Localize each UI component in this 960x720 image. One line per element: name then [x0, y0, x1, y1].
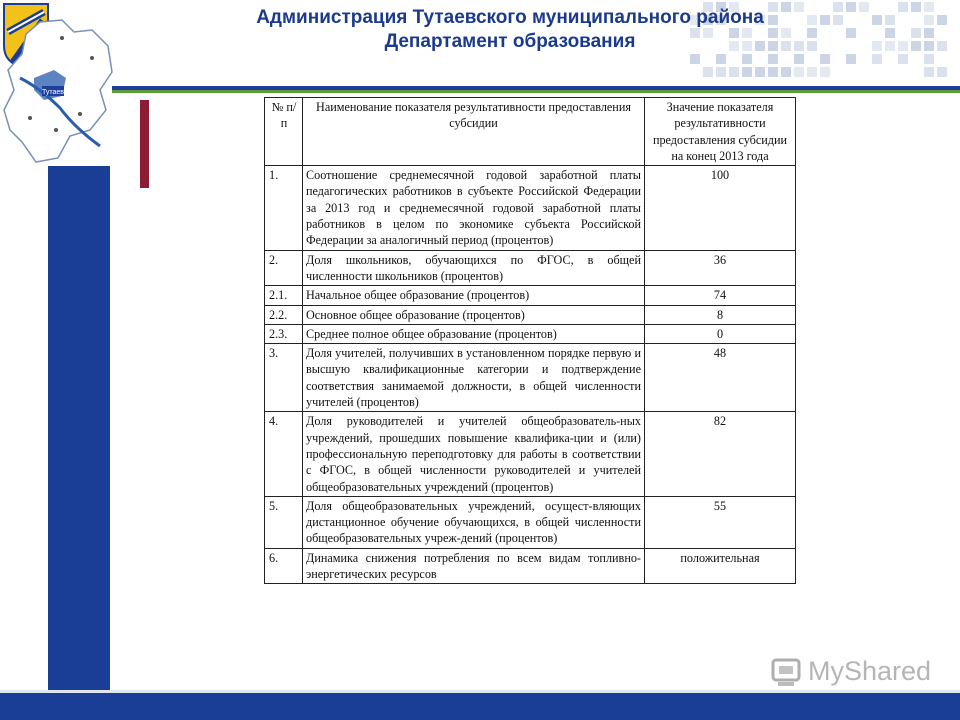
pixel-square: [742, 67, 752, 77]
watermark: [770, 656, 930, 690]
row-number: 4.: [265, 412, 303, 496]
table-header-row: [265, 98, 796, 166]
row-number: 3.: [265, 344, 303, 412]
row-indicator-value: 36: [645, 250, 796, 286]
pixel-square: [729, 67, 739, 77]
pixel-square: [911, 2, 921, 12]
row-number: 6.: [265, 548, 303, 584]
table-row: [265, 548, 796, 584]
table-row: [265, 250, 796, 286]
row-indicator-value: 82: [645, 412, 796, 496]
table-row: [265, 286, 796, 305]
pixel-square: [937, 67, 947, 77]
header-title-line1: Администрация Тутаевского муниципального района: [256, 7, 764, 28]
table-row: [265, 166, 796, 250]
row-number: 2.2.: [265, 305, 303, 324]
header-indicator-value: Значение показателя результативности предоставления субсидии на конец 2013 года: [645, 98, 796, 166]
pixel-square: [924, 67, 934, 77]
watermark-logo-icon: [770, 656, 804, 690]
region-map: [0, 18, 120, 168]
row-indicator-value: 55: [645, 496, 796, 548]
pixel-square: [820, 67, 830, 77]
row-number: 1.: [265, 166, 303, 250]
table-row: [265, 305, 796, 324]
watermark-text: MyShared: [808, 656, 932, 686]
table-row: [265, 496, 796, 548]
header-indicator-name: Наименование показателя результативности предоставления субсидии: [303, 98, 645, 166]
row-indicator-name: Основное общее образование (процентов): [303, 305, 645, 324]
pixel-square: [924, 2, 934, 12]
pixel-square: [911, 41, 921, 51]
pixel-square: [794, 54, 804, 64]
pixel-square: [820, 54, 830, 64]
pixel-square: [690, 54, 700, 64]
row-indicator-value: 48: [645, 344, 796, 412]
header-divider-green: [112, 90, 960, 93]
indicator-table-container: [264, 97, 796, 584]
page-header: [130, 6, 890, 54]
row-number: 2.: [265, 250, 303, 286]
row-number: 5.: [265, 496, 303, 548]
pixel-square: [846, 54, 856, 64]
pixel-square: [781, 67, 791, 77]
row-indicator-name: Доля руководителей и учителей общеобразователь-ных учреждений, прошедших повышение квалифика-ции и (или) профессиональную переподготовку для работы в соответствии с ФГОС, в общей численности руководителей и учителей общеобразовательных учреждений (процентов): [303, 412, 645, 496]
pixel-square: [924, 28, 934, 38]
pixel-square: [768, 67, 778, 77]
table-row: [265, 412, 796, 496]
pixel-square: [898, 41, 908, 51]
header-title-line2: Департамент образования: [384, 31, 636, 52]
pixel-square: [898, 54, 908, 64]
footer-blue-band: [0, 693, 960, 720]
pixel-square: [807, 67, 817, 77]
row-indicator-name: Доля учителей, получивших в установленном порядке первую и высшую квалификационные категории и подтверждение соответствия занимаемой должности, в общей численности учителей (процентов): [303, 344, 645, 412]
row-number: 2.1.: [265, 286, 303, 305]
pixel-square: [755, 67, 765, 77]
pixel-square: [924, 15, 934, 25]
indicator-table: [264, 97, 796, 584]
row-indicator-name: Доля школьников, обучающихся по ФГОС, в общей численности школьников (процентов): [303, 250, 645, 286]
pixel-square: [937, 15, 947, 25]
row-indicator-name: Начальное общее образование (процентов): [303, 286, 645, 305]
row-indicator-value: 0: [645, 324, 796, 343]
row-indicator-value: положительная: [645, 548, 796, 584]
pixel-square: [924, 54, 934, 64]
pixel-square: [911, 28, 921, 38]
accent-red-bar: [140, 100, 149, 188]
table-row: [265, 324, 796, 343]
row-indicator-name: Динамика снижения потребления по всем видам топливно-энергетических ресурсов: [303, 548, 645, 584]
row-indicator-name: Среднее полное общее образование (процентов): [303, 324, 645, 343]
row-indicator-name: Доля общеобразовательных учреждений, осущест-вляющих дистанционное обучение обучающихся, в общей численности общеобразовательных учреж-дений (процентов): [303, 496, 645, 548]
row-number: 2.3.: [265, 324, 303, 343]
header-number: № п/п: [265, 98, 303, 166]
pixel-square: [794, 67, 804, 77]
row-indicator-value: 74: [645, 286, 796, 305]
pixel-square: [742, 54, 752, 64]
left-blue-bar: [48, 166, 110, 720]
pixel-square: [898, 2, 908, 12]
row-indicator-name: Соотношение среднемесячной годовой заработной платы педагогических работников в субъекте Российской Федерации за 2013 год и среднемесячной годовой заработной платы работников в целом по экономике субъекта Российской Федерации за аналогичный период (процентов): [303, 166, 645, 250]
pixel-square: [716, 67, 726, 77]
pixel-square: [768, 54, 778, 64]
map-city-label: Тутаев: [41, 89, 65, 96]
pixel-square: [924, 41, 934, 51]
table-row: [265, 344, 796, 412]
pixel-square: [937, 41, 947, 51]
pixel-square: [872, 54, 882, 64]
pixel-square: [703, 67, 713, 77]
pixel-square: [716, 54, 726, 64]
row-indicator-value: 100: [645, 166, 796, 250]
row-indicator-value: 8: [645, 305, 796, 324]
